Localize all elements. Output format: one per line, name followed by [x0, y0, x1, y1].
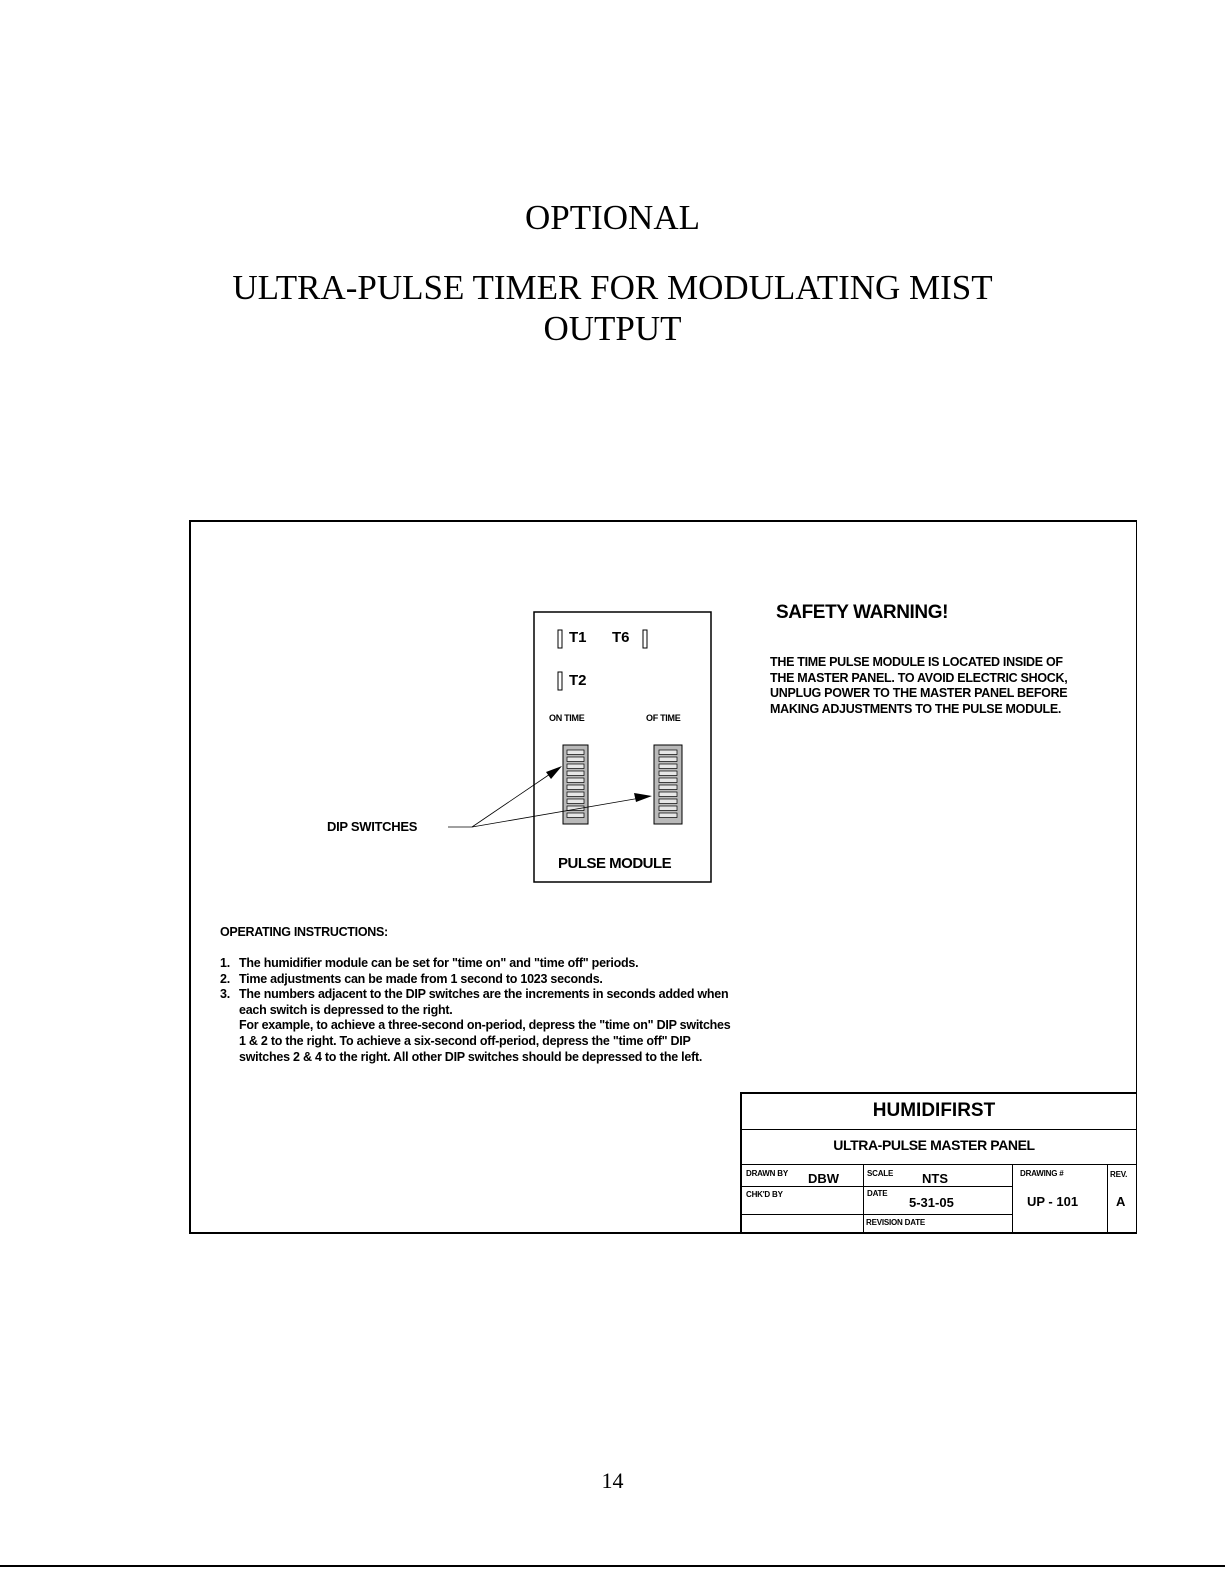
t6-indicator-icon — [643, 630, 647, 648]
on-time-dip-switch — [567, 757, 584, 762]
dip-switches-label: DIP SWITCHES — [327, 819, 418, 834]
drawing-number-label: DRAWING # — [1020, 1169, 1064, 1178]
t2-label: T2 — [569, 672, 587, 689]
on-time-dip-switch — [567, 750, 584, 755]
operating-instructions-title: OPERATING INSTRUCTIONS: — [220, 925, 388, 939]
on-time-dip-switch — [567, 785, 584, 790]
off-time-dip-switch — [659, 785, 677, 790]
drawing-title: ULTRA-PULSE MASTER PANEL — [833, 1137, 1035, 1153]
on-time-dip-switch — [567, 799, 584, 804]
drawing-number-value: UP - 101 — [1027, 1194, 1079, 1209]
bottom-rule — [0, 1565, 1225, 1567]
safety-warning-title: SAFETY WARNING! — [776, 602, 949, 623]
list-item-number: 3. — [220, 987, 230, 1002]
off-time-dip-switch — [659, 757, 677, 762]
date-label: DATE — [867, 1189, 888, 1198]
on-time-dip-switch — [567, 764, 584, 769]
off-time-dip-switch — [659, 799, 677, 804]
list-item — [220, 972, 740, 988]
off-time-dip-switch — [659, 778, 677, 783]
off-time-dip-switch — [659, 813, 677, 818]
scale-value: NTS — [922, 1171, 948, 1186]
list-item-number: 1. — [220, 956, 230, 970]
off-time-label: OF TIME — [646, 713, 681, 723]
revision-date-label: REVISION DATE — [866, 1218, 926, 1227]
callout-arrow-on-time — [472, 770, 556, 827]
off-time-dip-switch — [659, 792, 677, 797]
callout-arrow-off-time — [472, 797, 646, 827]
operating-instructions-list — [220, 956, 740, 1065]
off-time-dip-switch — [659, 806, 677, 811]
checked-by-label: CHK'D BY — [746, 1190, 783, 1199]
example-text: For example, to achieve a three-second on-period, depress the "time on" DIP switches 1 & 2 to the right. To achieve a six-second off-period, depress the "time off" DIP switches 2 & 4 to the right. All other DIP switches should be depressed to the left. — [239, 1018, 731, 1064]
list-item — [220, 956, 740, 972]
title-block — [740, 1092, 1136, 1234]
drawn-by-label: DRAWN BY — [746, 1169, 788, 1178]
off-time-dip-switch — [659, 771, 677, 776]
list-item-text: Time adjustments can be made from 1 second to 1023 seconds. — [239, 971, 603, 986]
arrowhead-on-time-icon — [546, 766, 562, 779]
off-time-dip-switch — [659, 750, 677, 755]
t1-indicator-icon — [558, 630, 562, 648]
list-item — [220, 987, 740, 1065]
revision-value: A — [1116, 1194, 1126, 1209]
company-name: HUMIDIFIRST — [872, 1100, 996, 1121]
revision-label: REV. — [1110, 1170, 1128, 1179]
safety-warning-text: THE TIME PULSE MODULE IS LOCATED INSIDE OF THE MASTER PANEL. TO AVOID ELECTRIC SHOCK, UNPLUG POWER TO THE MASTER PANEL BEFORE MAKING ADJUSTMENTS TO THE PULSE MODULE. — [770, 655, 1068, 716]
t6-label: T6 — [612, 629, 630, 646]
list-item-text: The numbers adjacent to the DIP switches are the increments in seconds added when each switch is depressed to the right. — [239, 987, 729, 1017]
pulse-module-outline — [534, 612, 711, 882]
page-heading-optional: OPTIONAL — [525, 198, 700, 237]
page-number: 14 — [601, 1468, 624, 1493]
off-time-dip-switch — [659, 764, 677, 769]
page-title-line-1: ULTRA-PULSE TIMER FOR MODULATING MIST — [232, 268, 993, 307]
arrowhead-off-time-icon — [634, 793, 652, 802]
list-item-text: The humidifier module can be set for "time on" and "time off" periods. — [239, 956, 639, 970]
on-time-dip-switch — [567, 792, 584, 797]
on-time-dip-switch — [567, 771, 584, 776]
on-time-label: ON TIME — [549, 713, 585, 723]
on-time-dip-switch — [567, 813, 584, 818]
pulse-module-label: PULSE MODULE — [558, 855, 672, 872]
t1-label: T1 — [569, 629, 587, 646]
scale-label: SCALE — [867, 1169, 894, 1178]
on-time-dip-switch — [567, 778, 584, 783]
list-item-number: 2. — [220, 971, 230, 986]
t2-indicator-icon — [558, 672, 562, 690]
date-value: 5-31-05 — [909, 1195, 954, 1210]
drawn-by-value: DBW — [808, 1171, 840, 1186]
page-title-line-2: OUTPUT — [543, 309, 682, 348]
